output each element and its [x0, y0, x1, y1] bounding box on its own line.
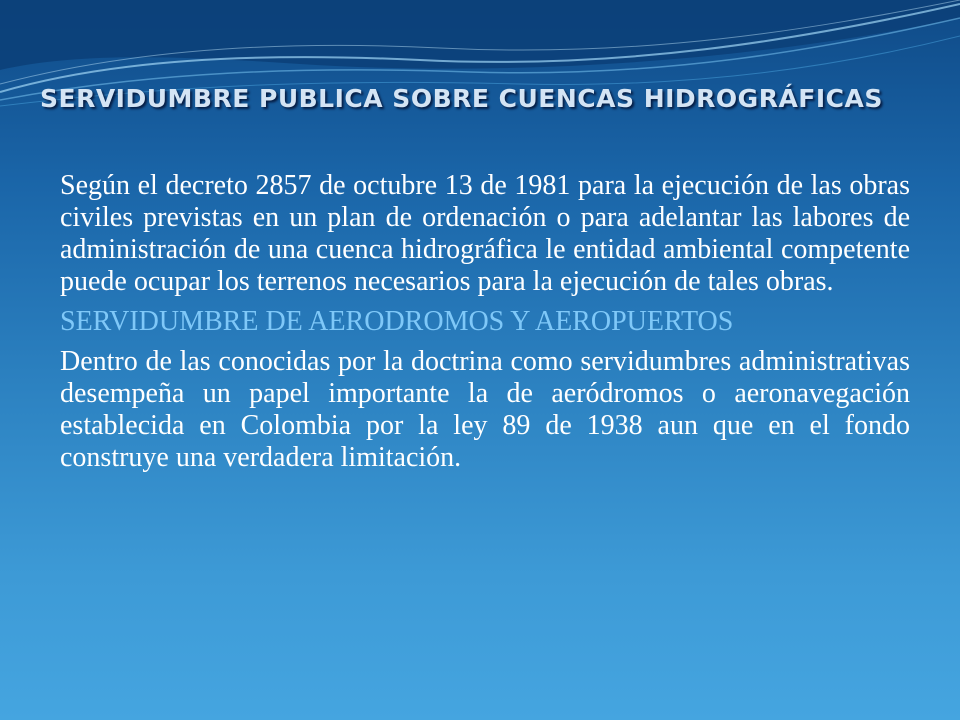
slide-body — [60, 170, 910, 474]
paragraph-aeronavegacion: Dentro de las conocidas por la doctrina como servidumbres administrativas desempeña un papel importante la de aeródromos o aeronavegación establecida en Colombia por la ley 89 de 1938 aun que en el fondo construye una verdadera limitación. — [60, 346, 910, 473]
slide-title: SERVIDUMBRE PUBLICA SOBRE CUENCAS HIDROGRÁFICAS — [40, 84, 883, 113]
subheading-aerodromos: SERVIDUMBRE DE AERODROMOS Y AEROPUERTOS — [60, 306, 734, 337]
paragraph-decreto: Según el decreto 2857 de octubre 13 de 1981 para la ejecución de las obras civiles previstas en un plan de ordenación o para adelantar las labores de administración de una cuenca hidrográfica le entidad ambiental competente puede ocupar los terrenos necesarios para la ejecución de tales obras. — [60, 170, 910, 297]
